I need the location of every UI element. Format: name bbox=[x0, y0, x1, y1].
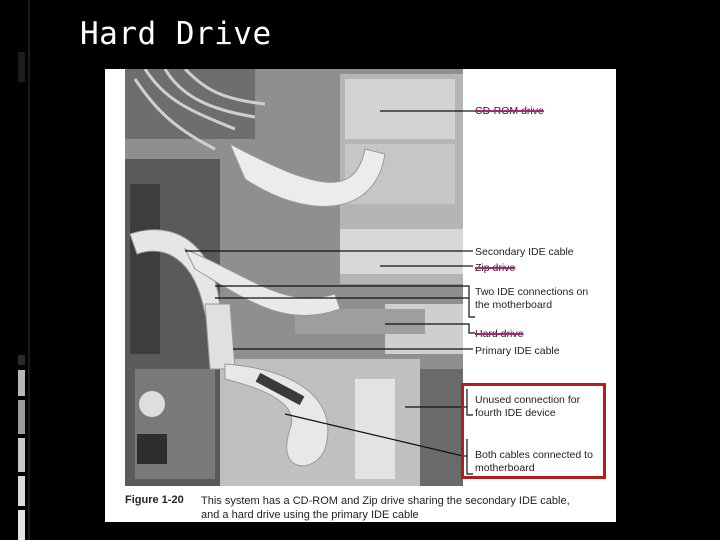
label-cdrom-drive: CD-ROM drive bbox=[475, 105, 544, 117]
label-unused-line1: Unused connection for bbox=[475, 394, 581, 406]
left-decor-strip bbox=[0, 0, 30, 540]
figure-panel bbox=[105, 69, 616, 522]
label-both-cables-line1: Both cables connected to bbox=[475, 449, 593, 461]
caption-line-2: and a hard drive using the primary IDE cable bbox=[201, 509, 419, 521]
accent-bar bbox=[18, 476, 25, 506]
accent-bar bbox=[18, 370, 25, 396]
label-both-cables-line2: motherboard bbox=[475, 462, 535, 474]
accent-bar bbox=[18, 510, 25, 540]
label-primary-ide-cable: Primary IDE cable bbox=[475, 345, 560, 357]
caption-line-1: This system has a CD-ROM and Zip drive sharing the secondary IDE cable, bbox=[201, 495, 570, 507]
accent-bar bbox=[18, 400, 25, 434]
slide-title: Hard Drive bbox=[80, 16, 272, 52]
highlight-box bbox=[461, 383, 606, 479]
accent-bar bbox=[18, 438, 25, 472]
label-hard-drive: Hard drive bbox=[475, 328, 524, 340]
accent-bar bbox=[18, 355, 25, 365]
label-zip-drive: Zip drive bbox=[475, 262, 516, 274]
label-unused-line2: fourth IDE device bbox=[475, 407, 556, 419]
accent-bar bbox=[18, 52, 25, 82]
figure-caption-text bbox=[201, 494, 570, 522]
label-secondary-ide-cable: Secondary IDE cable bbox=[475, 246, 574, 258]
label-two-ide-line2: the motherboard bbox=[475, 299, 553, 311]
label-two-ide-line1: Two IDE connections on bbox=[475, 286, 589, 298]
left-strip-divider bbox=[28, 0, 30, 540]
figure-caption-label: Figure 1-20 bbox=[125, 494, 184, 506]
